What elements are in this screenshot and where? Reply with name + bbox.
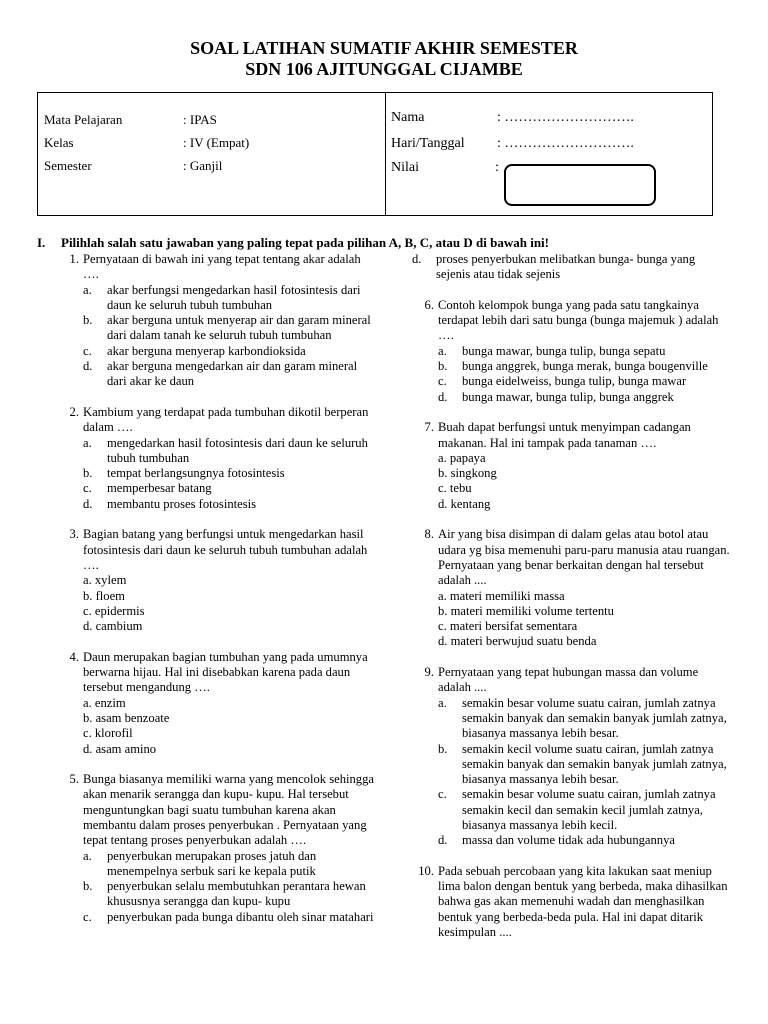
question-number: 8. [424,527,434,542]
option-text: bunga eidelweiss, bunga tulip, bunga mawar [462,374,687,389]
option-letter: b. [438,359,448,374]
semester-label: Semester [44,158,92,173]
question-text: Contoh kelompok bunga yang pada satu tangkainya terdapat lebih dari satu bunga (bunga majemuk ) adalah …. [438,297,719,343]
option-letter: b. [438,741,448,756]
option-c[interactable]: c. tebu [438,481,472,496]
identity-divider [385,93,386,215]
question-number: 7. [424,420,434,435]
option-b[interactable] [83,879,377,910]
question-5 [57,772,377,925]
question-number: 9. [424,665,434,680]
school-name: SDN 106 AJITUNGGAL CIJAMBE [245,59,523,79]
option-text: akar berfungsi mengedarkan hasil fotosintesis dari daun ke seluruh tubuh tumbuhan [107,282,361,312]
date-field[interactable]: : ………………………. [497,136,634,151]
option-c[interactable] [83,910,377,925]
option-d[interactable] [83,497,377,512]
option-text: semakin besar volume suatu cairan, jumlah zatnya semakin kecil dan semakin kecil jumlah zatnya, biasanya massanya lebih kecil. [462,787,716,832]
option-c[interactable] [83,344,377,359]
option-d[interactable] [438,390,732,405]
option-text: akar berguna menyerap karbondioksida [107,343,306,358]
option-a[interactable]: a. materi memiliki massa [438,588,565,603]
option-text: proses penyerbukan melibatkan bunga- bunga yang sejenis atau tidak sejenis [436,252,696,282]
option-text: semakin besar volume suatu cairan, jumlah zatnya semakin banyak dan semakin banyak jumlah zatnya, biasanya massanya lebih besar. [462,695,727,741]
question-text: Buah dapat berfungsi untuk menyimpan cadangan makanan. Hal ini tampak pada tanaman …. [438,420,691,450]
questions-right-column [412,252,732,956]
class-label: Kelas [44,135,74,150]
option-b[interactable] [438,742,732,788]
question-number: 6. [424,297,434,312]
option-c[interactable]: c. klorofil [83,726,133,741]
option-a[interactable]: a. papaya [438,450,486,465]
question-6 [412,298,732,405]
question-10 [412,864,732,940]
option-a[interactable] [83,283,377,314]
option-b[interactable]: b. asam benzoate [83,710,170,725]
option-d[interactable] [438,833,732,848]
option-a[interactable] [438,344,732,359]
option-c[interactable] [438,787,732,833]
option-letter: c. [438,374,447,389]
option-text: membantu proses fotosintesis [107,496,257,511]
identity-box [37,92,713,216]
questions-left-column [57,252,377,940]
option-letter: b. [83,879,93,894]
question-number: 1. [69,252,79,266]
option-c[interactable] [438,374,732,389]
option-text: bunga anggrek, bunga merak, bunga bougenville [462,359,708,374]
option-text: bunga mawar, bunga tulip, bunga sepatu [462,343,666,358]
question-5-option-d[interactable] [386,252,732,283]
question-number: 5. [69,772,79,787]
option-letter: c. [83,481,92,496]
question-text: Pada sebuah percobaan yang kita lakukan saat meniup lima balon dengan bentuk yang berbeda, maka dihasilkan bahwa gas akan memenuhi wadah dan menghasilkan bentuk yang berbeda-beda pula. Hal ini dapat ditarik kesimpulan .... [438,863,728,940]
question-4 [57,650,377,757]
option-letter: c. [83,909,92,924]
option-b[interactable] [83,466,377,481]
option-letter: d. [83,496,93,511]
name-field[interactable]: : ………………………. [497,110,634,125]
class-value: : IV (Empat) [183,135,250,150]
subject-value: : IPAS [183,112,217,127]
option-text: penyerbukan pada bunga dibantu oleh sinar matahari [107,909,374,924]
question-9 [412,665,732,849]
question-8 [412,527,732,649]
question-number: 4. [69,649,79,664]
question-number: 3. [69,527,79,542]
question-2 [57,405,377,512]
option-a[interactable] [83,849,377,880]
option-text: akar berguna untuk menyerap air dan garam mineral dari dalam tanah ke seluruh tubuh tumbuhan [107,313,371,343]
option-text: semakin kecil volume suatu cairan, jumlah zatnya semakin banyak dan semakin banyak jumlah zatnya, biasanya massanya lebih besar. [462,741,727,787]
question-text: Air yang bisa disimpan di dalam gelas atau botol atau udara yg bisa memenuhi paru-paru manusia atau ruangan. Pernyataan yang benar berkaitan dengan hal tersebut adalah .... [438,527,730,588]
section-instruction [37,235,549,251]
option-d[interactable]: d. kentang [438,496,491,511]
option-letter: a. [83,848,92,863]
semester-value: : Ganjil [183,158,223,173]
option-text: memperbesar batang [107,481,212,496]
question-1 [57,252,377,390]
option-a[interactable]: a. xylem [83,573,127,588]
option-letter: d. [438,389,448,404]
question-text: Pernyataan yang tepat hubungan massa dan volume adalah .... [438,665,699,695]
question-text: Kambium yang terdapat pada tumbuhan dikotil berperan dalam …. [83,404,369,435]
option-letter: a. [438,695,447,710]
name-label: Nama [391,110,425,125]
option-b[interactable]: b. materi memiliki volume tertentu [438,603,614,618]
option-letter: d. [412,252,422,266]
option-letter: c. [438,787,447,802]
option-text: bunga mawar, bunga tulip, bunga anggrek [462,389,674,404]
section-number: I. [37,235,46,250]
option-d[interactable]: d. asam amino [83,741,157,756]
document-title: SOAL LATIHAN SUMATIF AKHIR SEMESTER [190,38,578,58]
instruction-text: Pilihlah salah satu jawaban yang paling tepat pada pilihan A, B, C, atau D di bawah ini! [61,235,550,250]
option-a[interactable] [83,436,377,467]
option-letter: d. [83,359,93,374]
option-text: penyerbukan merupakan proses jatuh dan menempelnya serbuk sari ke kepala putik [107,848,317,878]
option-b[interactable]: b. floem [83,588,125,603]
option-text: penyerbukan selalu membutuhkan perantara hewan khususnya serangga dan kupu- kupu [107,879,366,909]
option-c[interactable] [83,481,377,496]
option-c[interactable]: c. epidermis [83,603,145,618]
option-letter: b. [83,313,93,328]
option-a[interactable]: a. enzim [83,695,126,710]
question-3 [57,527,377,634]
option-letter: b. [83,466,93,481]
option-letter: a. [83,282,92,297]
question-number: 2. [69,404,79,419]
option-d[interactable] [83,359,377,390]
option-c[interactable]: c. materi bersifat sementara [438,619,578,634]
option-b[interactable]: b. singkong [438,466,497,481]
question-number: 10. [418,863,434,878]
question-text: Bagian batang yang berfungsi untuk mengedarkan hasil fotosintesis dari daun ke seluruh tubuh tumbuhan adalah …. [83,527,368,572]
option-text: tempat berlangsungnya fotosintesis [107,466,285,481]
date-label: Hari/Tanggal [391,136,465,151]
option-letter: a. [438,343,447,358]
option-b[interactable] [438,359,732,374]
score-label: Nilai [391,160,419,175]
option-text: akar berguna mengedarkan air dan garam mineral dari akar ke daun [107,359,358,389]
question-7 [412,420,732,512]
question-text: Bunga biasanya memiliki warna yang mencolok sehingga akan menarik serangga dan kupu- kupu. Hal tersebut menguntungkan bagi suatu tumbuhan karena akan membantu dalam proses penyerbukan . Pernyataan yang tepat tentang proses penyerbukan adalah …. [83,772,374,848]
option-b[interactable] [83,313,377,344]
option-d[interactable]: d. cambium [83,619,143,634]
option-letter: c. [83,343,92,358]
option-a[interactable] [438,696,732,742]
option-text: mengedarkan hasil fotosintesis dari daun ke seluruh tubuh tumbuhan [107,435,368,465]
option-text: massa dan volume tidak ada hubungannya [462,833,675,848]
score-box[interactable] [504,164,656,206]
question-text: Pernyataan di bawah ini yang tepat tentang akar adalah …. [83,252,361,282]
score-colon: : [495,160,499,175]
option-d[interactable]: d. materi berwujud suatu benda [438,634,597,649]
option-letter: d. [438,833,448,848]
option-letter: a. [83,435,92,450]
question-text: Daun merupakan bagian tumbuhan yang pada umumnya berwarna hijau. Hal ini disebabkan karena pada daun tersebut mengandung …. [83,649,368,695]
subject-label: Mata Pelajaran [44,112,123,127]
